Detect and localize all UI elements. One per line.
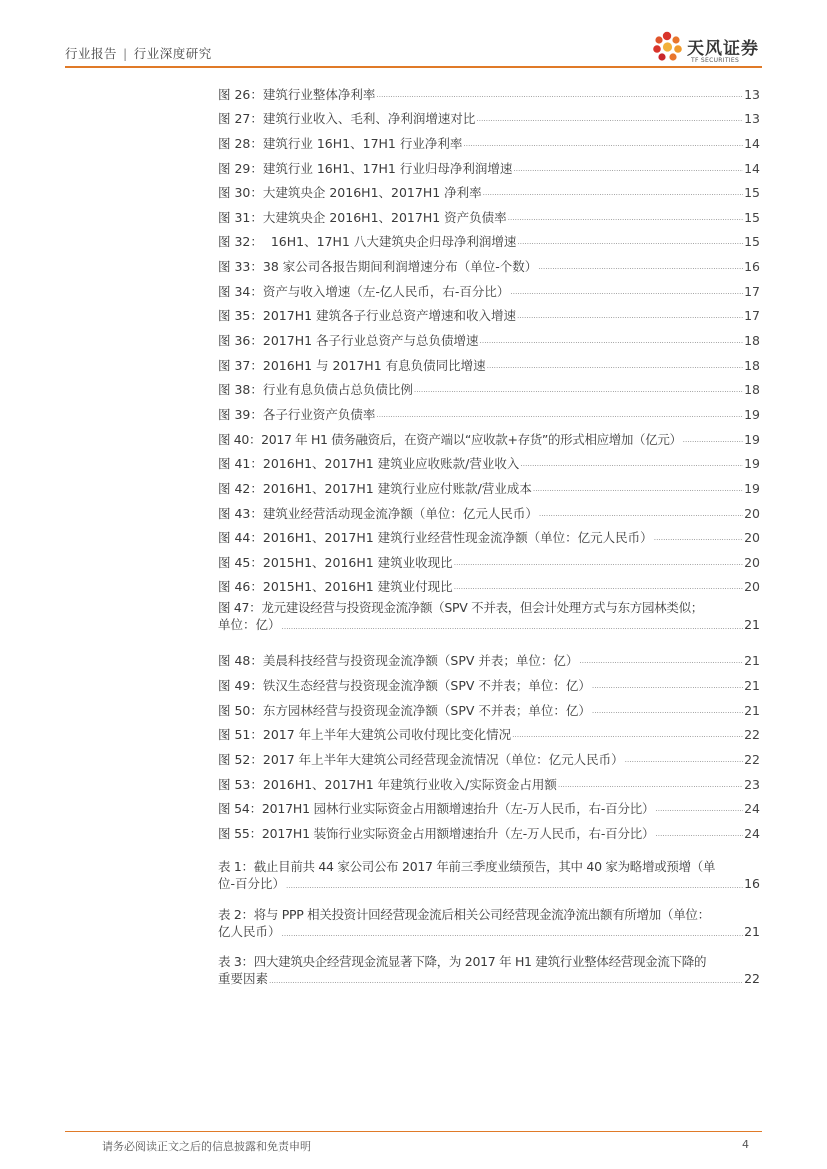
leader-dots	[376, 85, 743, 103]
entry-page: 21	[744, 923, 760, 939]
entry-title: 图 42：2016H1、2017H1 建筑行业应付账款/营业成本	[218, 480, 532, 496]
entry-title: 图 31：大建筑央企 2016H1、2017H1 资产负债率	[218, 209, 507, 225]
entry-title: 表 2：将与 PPP 相关投资计回经营现金流后相关公司经营现金流净流出额有所增加（单位：	[218, 906, 710, 922]
figure-list	[218, 78, 760, 842]
leader-dots	[480, 331, 744, 349]
entry-title: 图 26：建筑行业整体净利率	[218, 86, 376, 102]
entry-title: 图 38：行业有息负债占总负债比例	[218, 382, 413, 398]
toc-entry[interactable]	[218, 448, 760, 473]
entry-page: 21	[744, 702, 760, 718]
leader-dots	[683, 430, 743, 448]
entry-page: 22	[744, 727, 760, 743]
toc-entry[interactable]	[218, 571, 760, 596]
toc-entry[interactable]	[218, 694, 760, 719]
report-header	[65, 44, 212, 62]
entry-title: 图 55：2017H1 装饰行业实际资金占用额增速抬升（左-万人民币，右-百分比）	[218, 825, 655, 841]
leader-dots	[513, 159, 743, 177]
toc-entry[interactable]	[218, 374, 760, 399]
entry-title: 图 33：38 家公司各报告期间利润增速分布（单位-个数）	[218, 259, 538, 275]
entry-title: 图 49：铁汉生态经营与投资现金流净额（SPV 不并表；单位：亿）	[218, 678, 591, 694]
toc-entry[interactable]	[218, 793, 760, 818]
entry-page: 13	[744, 111, 760, 127]
leader-dots	[520, 454, 743, 472]
leader-dots	[592, 701, 743, 719]
entry-title: 图 41：2016H1、2017H1 建筑业应收账款/营业收入	[218, 456, 520, 472]
entry-page: 17	[744, 283, 760, 299]
entry-title: 图 32： 16H1、17H1 八大建筑央企归母净利润增速	[218, 234, 517, 250]
report-category: 行业深度研究	[133, 46, 212, 61]
leader-dots	[654, 528, 743, 546]
toc-entry[interactable]	[218, 645, 760, 670]
table-list	[218, 858, 760, 1001]
entry-title: 表 1：截止目前共 44 家公司公布 2017 年前三季度业绩预告，其中 40 家为略增或预增（单	[218, 859, 716, 874]
entry-page: 14	[744, 160, 760, 176]
entry-page: 19	[744, 456, 760, 472]
toc-entry[interactable]	[218, 546, 760, 571]
leader-dots	[539, 504, 743, 522]
entry-page: 24	[744, 801, 760, 817]
entry-title: 图 51：2017 年上半年大建筑公司收付现比变化情况	[218, 727, 512, 743]
entry-page: 21	[744, 653, 760, 669]
leader-dots	[483, 183, 743, 201]
entry-page: 24	[744, 825, 760, 841]
leader-dots	[655, 799, 743, 817]
toc-entry[interactable]	[218, 906, 760, 954]
entry-title: 图 44：2016H1、2017H1 建筑行业经营性现金流净额（单位：亿元人民币）	[218, 530, 653, 546]
entry-page: 22	[744, 971, 760, 986]
entry-page: 14	[744, 135, 760, 151]
leader-dots	[512, 725, 743, 743]
entry-title-cont: 单位：亿）	[218, 617, 281, 633]
toc-entry[interactable]	[218, 275, 760, 300]
entry-title-cont: 重要因素	[218, 971, 269, 986]
report-type: 行业报告	[65, 46, 118, 61]
logo-flower-icon	[650, 27, 686, 67]
leader-dots	[510, 282, 743, 300]
entry-title: 图 35：2017H1 建筑各子行业总资产增速和收入增速	[218, 308, 517, 324]
entry-title: 图 36：2017H1 各子行业总资产与总负债增速	[218, 333, 479, 349]
entry-page: 18	[744, 333, 760, 349]
toc-entry[interactable]	[218, 817, 760, 842]
entry-page: 18	[744, 382, 760, 398]
entry-page: 23	[744, 776, 760, 792]
entry-page: 19	[744, 431, 760, 447]
toc-entry[interactable]	[218, 953, 760, 1001]
leader-dots	[592, 676, 743, 694]
footer-rule	[65, 1131, 762, 1132]
entry-title: 图 40：2017 年 H1 债务融资后，在资产端以“应收款+存货”的形式相应增加（亿元）	[218, 431, 682, 447]
entry-page: 18	[744, 357, 760, 373]
toc-entry[interactable]	[218, 595, 760, 644]
entry-title: 图 39：各子行业资产负债率	[218, 406, 376, 422]
leader-dots	[463, 134, 743, 152]
toc-entry[interactable]	[218, 398, 760, 423]
entry-title: 图 30：大建筑央企 2016H1、2017H1 净利率	[218, 185, 482, 201]
leader-dots	[538, 257, 743, 275]
leader-dots	[655, 824, 743, 842]
entry-title: 图 53：2016H1、2017H1 年建筑行业收入/实际资金占用额	[218, 776, 557, 792]
entry-title: 图 27：建筑行业收入、毛利、净利润增速对比	[218, 111, 476, 127]
entry-title: 图 48：美晨科技经营与投资现金流净额（SPV 并表；单位：亿）	[218, 653, 579, 669]
leader-dots	[625, 750, 743, 768]
page-number: 4	[742, 1138, 749, 1151]
leader-dots	[487, 356, 743, 374]
entry-page: 20	[744, 579, 760, 595]
toc-entry[interactable]	[218, 103, 760, 128]
entry-page: 16	[744, 259, 760, 275]
entry-page: 15	[744, 209, 760, 225]
toc-entry[interactable]	[218, 127, 760, 152]
entry-title: 图 50：东方园林经营与投资现金流净额（SPV 不并表；单位：亿）	[218, 702, 591, 718]
entry-title: 图 29：建筑行业 16H1、17H1 行业归母净利润增速	[218, 160, 513, 176]
toc-entry[interactable]	[218, 768, 760, 793]
leader-dots	[517, 232, 743, 250]
toc-entry[interactable]	[218, 497, 760, 522]
company-logo	[650, 27, 765, 67]
toc-entry[interactable]	[218, 349, 760, 374]
entry-page: 19	[744, 480, 760, 496]
leader-dots	[476, 109, 743, 127]
entry-title-cont: 亿人民币）	[218, 923, 281, 939]
entry-page: 21	[744, 617, 760, 633]
entry-page: 20	[744, 554, 760, 570]
leader-dots	[454, 553, 743, 571]
entry-title: 图 37：2016H1 与 2017H1 有息负债同比增速	[218, 357, 486, 373]
toc-entry[interactable]	[218, 201, 760, 226]
leader-dots	[286, 875, 743, 895]
toc-entry[interactable]	[218, 472, 760, 497]
entry-page: 21	[744, 678, 760, 694]
leader-dots	[558, 775, 743, 793]
leader-dots	[269, 970, 743, 990]
leader-dots	[517, 306, 743, 324]
leader-dots	[508, 208, 743, 226]
toc-entry[interactable]	[218, 324, 760, 349]
toc-entry[interactable]	[218, 743, 760, 768]
entry-page: 17	[744, 308, 760, 324]
footer-disclaimer: 请务必阅读正文之后的信息披露和免责申明	[102, 1140, 311, 1153]
toc-entry[interactable]	[218, 522, 760, 547]
toc-entry[interactable]	[218, 719, 760, 744]
logo-text: 天风证券	[687, 39, 759, 59]
toc-entry[interactable]	[218, 300, 760, 325]
toc-entry[interactable]	[218, 152, 760, 177]
toc-entry[interactable]	[218, 78, 760, 103]
entry-page: 19	[744, 406, 760, 422]
entry-title: 图 43：建筑业经营活动现金流净额（单位：亿元人民币）	[218, 505, 538, 521]
leader-dots	[454, 577, 743, 595]
entry-page: 15	[744, 234, 760, 250]
toc-entry[interactable]	[218, 177, 760, 202]
entry-title: 表 3：四大建筑央企经营现金流显著下降，为 2017 年 H1 建筑行业整体经营现金流下降的	[218, 954, 707, 969]
leader-dots	[414, 380, 743, 398]
entry-title: 图 45：2015H1、2016H1 建筑业收现比	[218, 554, 453, 570]
toc-entry[interactable]	[218, 423, 760, 448]
leader-dots	[579, 651, 743, 669]
toc-entry[interactable]	[218, 226, 760, 251]
entry-page: 15	[744, 185, 760, 201]
toc-entry[interactable]	[218, 669, 760, 694]
entry-page: 16	[744, 876, 760, 891]
entry-title: 图 28：建筑行业 16H1、17H1 行业净利率	[218, 135, 463, 151]
leader-dots	[282, 923, 744, 943]
toc-entry[interactable]	[218, 250, 760, 275]
entry-title: 图 34：资产与收入增速（左-亿人民币，右-百分比）	[218, 283, 510, 299]
entry-title: 图 46：2015H1、2016H1 建筑业付现比	[218, 579, 453, 595]
entry-page: 13	[744, 86, 760, 102]
entry-title: 图 47：龙元建设经营与投资现金流净额（SPV 不并表，但会计处理方式与东方园林类似；	[218, 600, 703, 616]
entry-title: 图 52：2017 年上半年大建筑公司经营现金流情况（单位：亿元人民币）	[218, 751, 624, 767]
entry-page: 22	[744, 751, 760, 767]
toc-entry[interactable]	[218, 858, 760, 906]
entry-title: 图 54：2017H1 园林行业实际资金占用额增速抬升（左-万人民币，右-百分比）	[218, 801, 655, 817]
entry-title-cont: 位-百分比）	[218, 876, 286, 891]
header-separator: |	[123, 46, 128, 61]
entry-page: 20	[744, 530, 760, 546]
logo-subtext: TF SECURITIES	[691, 57, 740, 64]
leader-dots	[282, 616, 744, 636]
leader-dots	[376, 405, 743, 423]
leader-dots	[533, 479, 743, 497]
entry-page: 20	[744, 505, 760, 521]
